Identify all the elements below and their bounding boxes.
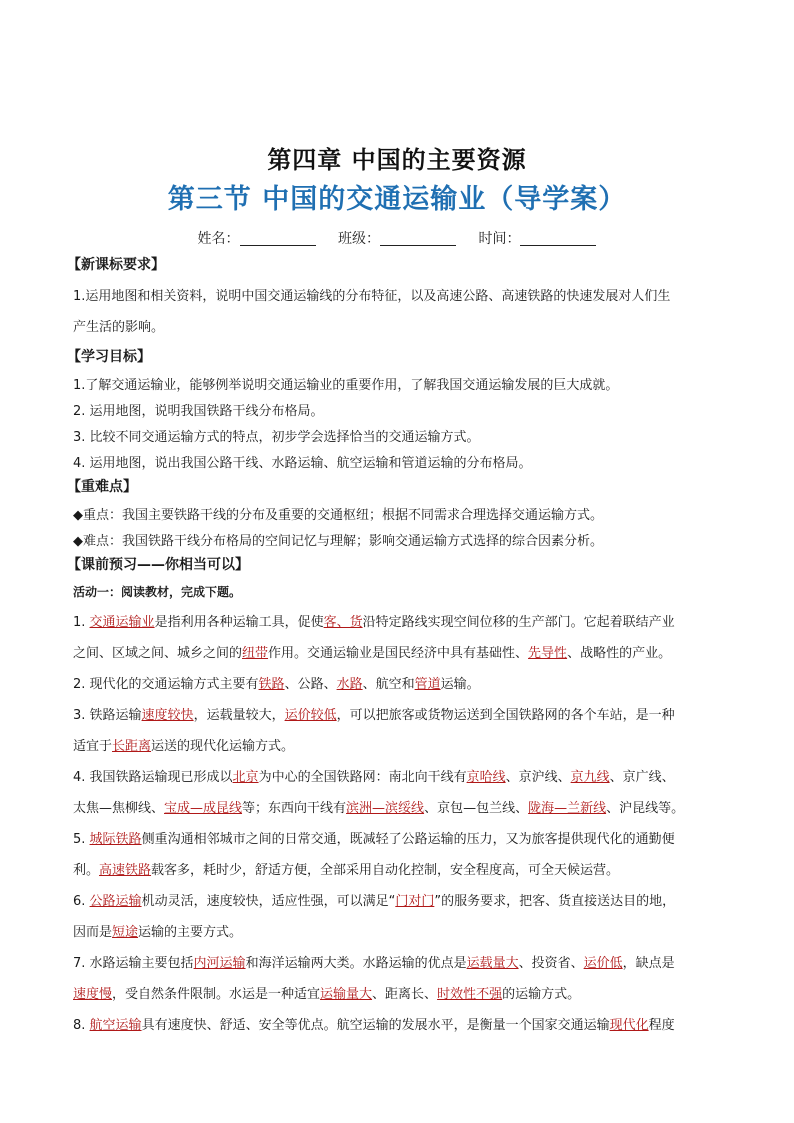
answer: 现代化 bbox=[609, 1018, 649, 1033]
question-2 bbox=[73, 669, 733, 700]
chapter-title: 第四章 中国的主要资源 bbox=[267, 146, 527, 174]
section-heading: 【新课标要求】 bbox=[67, 257, 165, 273]
activity-label: 活动一：阅读教材，完成下题。 bbox=[73, 585, 242, 599]
list-item: 4. 运用地图，说出我国公路干线、水路运输、航空运输和管道运输的分布格局。 bbox=[73, 456, 532, 471]
answer: 运价较低 bbox=[284, 708, 337, 723]
text: 机动灵活，速度较快，适应性强，可以满足“ bbox=[141, 894, 396, 909]
answer: 北京 bbox=[232, 770, 259, 785]
question-6-cont bbox=[73, 917, 733, 948]
answer: 京哈线 bbox=[466, 770, 506, 785]
text: 等；东西向干线有 bbox=[242, 801, 347, 816]
name-label: 姓名： bbox=[197, 231, 240, 247]
answer: 客、货 bbox=[323, 615, 363, 630]
answer: 先导性 bbox=[528, 646, 568, 661]
text: 3. 铁路运输 bbox=[73, 708, 142, 723]
text: ，运载量较大， bbox=[193, 708, 285, 723]
answer: 公路运输 bbox=[89, 894, 142, 909]
question-5 bbox=[73, 824, 733, 855]
list-item: 3. 比较不同交通运输方式的特点，初步学会选择恰当的交通运输方式。 bbox=[73, 430, 480, 445]
text: ”的服务要求，把客、货直接送达目的地， bbox=[434, 894, 676, 909]
answer: 水路 bbox=[336, 677, 363, 692]
text: 运送的现代化运输方式。 bbox=[151, 739, 295, 754]
text: 载客多，耗时少，舒适方便，全部采用自动化控制，安全程度高，可全天候运营。 bbox=[151, 863, 620, 878]
text: ，可以把旅客或货物运送到全国铁路网的各个车站，是一种 bbox=[336, 708, 675, 723]
question-7 bbox=[73, 948, 733, 979]
list-item: 2. 运用地图，说明我国铁路干线分布格局。 bbox=[73, 404, 324, 419]
section-heading: 【课前预习——你相当可以】 bbox=[67, 557, 249, 573]
text: 侧重沟通相邻城市之间的日常交通，既减轻了公路运输的压力，又为旅客提供现代化的通勤便 bbox=[141, 832, 675, 847]
class-label: 班级： bbox=[338, 231, 380, 247]
text: 、航空和 bbox=[362, 677, 415, 692]
name-blank[interactable] bbox=[240, 231, 316, 246]
question-1 bbox=[73, 607, 733, 638]
text: 、战略性的产业。 bbox=[567, 646, 672, 661]
text: 运输。 bbox=[440, 677, 480, 692]
question-3-cont bbox=[73, 731, 733, 762]
answer: 速度较快 bbox=[141, 708, 194, 723]
list-item: ◆难点：我国铁路干线分布格局的空间记忆与理解；影响交通运输方式选择的综合因素分析。 bbox=[73, 534, 603, 549]
section-heading: 【重难点】 bbox=[67, 479, 137, 495]
paragraph: 1.运用地图和相关资料，说明中国交通运输线的分布特征，以及高速公路、高速铁路的快速发展对人们生 bbox=[73, 289, 671, 304]
text: 7. 水路运输主要包括 bbox=[73, 956, 194, 971]
list-item: 1.了解交通运输业，能够例举说明交通运输业的重要作用，了解我国交通运输发展的巨大成就。 bbox=[73, 378, 619, 393]
text: 之间、区域之间、城乡之间的 bbox=[73, 646, 243, 661]
text: 是指利用各种运输工具，促使 bbox=[154, 615, 324, 630]
time-label: 时间： bbox=[478, 231, 521, 247]
text: 2. 现代化的交通运输方式主要有 bbox=[73, 677, 259, 692]
answer: 运价低 bbox=[583, 956, 623, 971]
answer: 宝成—成昆线 bbox=[164, 801, 243, 816]
text: 和海洋运输两大类。水路运输的优点是 bbox=[245, 956, 467, 971]
question-5-cont bbox=[73, 855, 733, 886]
paragraph: 产生活的影响。 bbox=[73, 320, 165, 335]
section-heading: 【学习目标】 bbox=[67, 349, 151, 365]
answer: 陇海—兰新线 bbox=[528, 801, 607, 816]
text: 4. 我国铁路运输现已形成以 bbox=[73, 770, 233, 785]
answer: 内河运输 bbox=[193, 956, 246, 971]
answer: 速度慢 bbox=[73, 987, 113, 1002]
answer: 门对门 bbox=[395, 894, 435, 909]
section-title: 第三节 中国的交通运输业（导学案） bbox=[167, 184, 627, 215]
answer: 高速铁路 bbox=[99, 863, 152, 878]
text: 5. bbox=[73, 832, 90, 847]
text: ，缺点是 bbox=[622, 956, 675, 971]
text: 太焦—焦柳线、 bbox=[73, 801, 165, 816]
text: 具有速度快、舒适、安全等优点。航空运输的发展水平，是衡量一个国家交通运输 bbox=[141, 1018, 610, 1033]
text: 作用。交通运输业是国民经济中具有基础性、 bbox=[268, 646, 529, 661]
answer: 运输量大 bbox=[320, 987, 373, 1002]
answer: 城际铁路 bbox=[89, 832, 142, 847]
text: 运输的主要方式。 bbox=[138, 925, 243, 940]
text: 为中心的全国铁路网：南北向干线有 bbox=[258, 770, 467, 785]
text: 因而是 bbox=[73, 925, 113, 940]
answer: 短途 bbox=[112, 925, 139, 940]
answer: 运载量大 bbox=[466, 956, 519, 971]
text: 、沪昆线等。 bbox=[606, 801, 685, 816]
text: 沿特定路线实现空间位移的生产部门。它起着联结产业 bbox=[362, 615, 675, 630]
answer: 管道 bbox=[414, 677, 441, 692]
answer: 航空运输 bbox=[89, 1018, 142, 1033]
text: 、京包—包兰线、 bbox=[424, 801, 529, 816]
text: 1. bbox=[73, 615, 90, 630]
question-4-cont bbox=[73, 793, 733, 824]
time-blank[interactable] bbox=[520, 231, 596, 246]
class-blank[interactable] bbox=[380, 231, 456, 246]
text: 、投资省、 bbox=[518, 956, 584, 971]
question-8 bbox=[73, 1010, 733, 1041]
document-body bbox=[67, 255, 733, 1041]
text: 程度 bbox=[648, 1018, 675, 1033]
answer: 纽带 bbox=[242, 646, 269, 661]
text: 、公路、 bbox=[284, 677, 337, 692]
student-info-row bbox=[0, 228, 794, 248]
question-1-cont bbox=[73, 638, 733, 669]
text: 的运输方式。 bbox=[502, 987, 581, 1002]
answer: 铁路 bbox=[258, 677, 285, 692]
question-4 bbox=[73, 762, 733, 793]
question-7-cont bbox=[73, 979, 733, 1010]
text: 8. bbox=[73, 1018, 90, 1033]
answer: 滨洲—滨绥线 bbox=[346, 801, 425, 816]
answer: 长距离 bbox=[112, 739, 152, 754]
text: 、京沪线、 bbox=[505, 770, 571, 785]
text: 6. bbox=[73, 894, 90, 909]
text: ，受自然条件限制。水运是一种适宜 bbox=[112, 987, 321, 1002]
answer: 交通运输业 bbox=[89, 615, 155, 630]
text: 利。 bbox=[73, 863, 100, 878]
answer: 时效性不强 bbox=[437, 987, 503, 1002]
question-6 bbox=[73, 886, 733, 917]
answer: 京九线 bbox=[570, 770, 610, 785]
text: 、距离长、 bbox=[372, 987, 438, 1002]
list-item: ◆重点：我国主要铁路干线的分布及重要的交通枢纽；根据不同需求合理选择交通运输方式。 bbox=[73, 508, 603, 523]
text: 适宜于 bbox=[73, 739, 113, 754]
text: 、京广线、 bbox=[609, 770, 675, 785]
question-3 bbox=[73, 700, 733, 731]
